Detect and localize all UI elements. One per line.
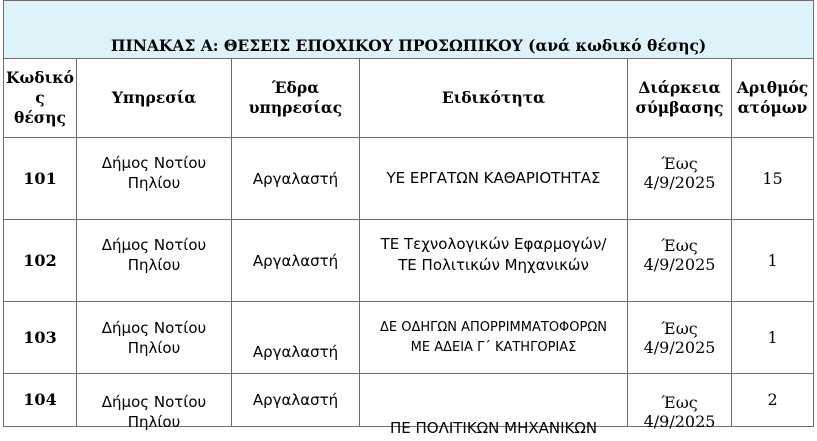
header-count	[732, 59, 814, 138]
service-line: Πηλίου	[127, 413, 181, 431]
location-cell: Αργαλαστή	[232, 220, 360, 302]
specialty-line: ΤΕ Πολιτικών Μηχανικών	[398, 255, 589, 274]
service-line: Δήμος Νοτίου	[101, 393, 207, 411]
duration-line: 4/9/2025	[643, 337, 716, 357]
service-line: Πηλίου	[127, 255, 181, 274]
specialty-line: ΔΕ ΟΔΗΓΩΝ ΑΠΟΡΡΙΜΜΑΤΟΦΟΡΩΝ	[379, 319, 608, 335]
header-location	[232, 59, 360, 138]
service-line: Δήμος Νοτίου	[101, 318, 207, 337]
position-code: 101	[4, 138, 77, 220]
duration-cell	[628, 220, 732, 302]
duration-line: Έως	[661, 393, 698, 412]
header-specialty: Ειδικότητα	[360, 59, 628, 138]
specialty-line: ΜΕ ΑΔΕΙΑ Γ΄ ΚΑΤΗΓΟΡΙΑΣ	[410, 339, 577, 355]
header-code	[4, 59, 77, 138]
count-cell: 15	[732, 138, 814, 220]
table-row	[4, 302, 814, 374]
table-header-row	[4, 59, 814, 138]
duration-cell	[628, 138, 732, 220]
duration-line: 4/9/2025	[643, 412, 716, 431]
header-duration-line: σύμβασης	[635, 98, 724, 117]
header-service: Υπηρεσία	[77, 59, 232, 138]
service-cell	[77, 138, 232, 220]
table-title: ΠΙΝΑΚΑΣ Α: ΘΕΣΕΙΣ ΕΠΟΧΙΚΟΥ ΠΡΟΣΩΠΙΚΟΥ (ανά κωδικό θέσης)	[4, 1, 814, 59]
count-cell: 2	[732, 373, 814, 426]
duration-cell	[628, 380, 732, 433]
service-line: Δήμος Νοτίου	[101, 235, 207, 254]
header-location-line: υπηρεσίας	[248, 98, 343, 117]
duration-line: Έως	[661, 318, 698, 338]
specialty-cell	[360, 302, 628, 374]
specialty-cell	[360, 220, 628, 302]
header-code-line: ς	[35, 88, 45, 107]
service-cell	[77, 220, 232, 302]
header-count-line: Αριθμός	[736, 78, 809, 97]
service-cell	[77, 302, 232, 374]
header-code-line: θέσης	[14, 108, 66, 127]
position-code: 102	[4, 220, 77, 302]
specialty-line: ΥΕ ΕΡΓΑΤΩΝ ΚΑΘΑΡΙΟΤΗΤΑΣ	[386, 169, 601, 187]
duration-cell	[628, 302, 732, 374]
header-duration-line: Διάρκεια	[638, 78, 721, 97]
header-code-line: Κωδικό	[6, 68, 75, 87]
duration-line: 4/9/2025	[643, 254, 716, 274]
position-code: 104	[4, 373, 77, 426]
header-count-line: ατόμων	[737, 98, 808, 117]
location-line: Αργαλαστή	[252, 342, 339, 361]
service-line: Πηλίου	[127, 173, 181, 192]
duration-line: 4/9/2025	[643, 172, 716, 192]
specialty-cell	[360, 388, 628, 441]
service-line: Δήμος Νοτίου	[101, 153, 207, 172]
service-cell	[77, 380, 232, 433]
positions-table	[3, 0, 814, 437]
specialty-line: ΠΕ ΠΟΛΙΤΙΚΩΝ ΜΗΧΑΝΙΚΩΝ	[389, 418, 598, 437]
table-row	[4, 374, 814, 427]
table-row	[4, 138, 814, 220]
table-row	[4, 220, 814, 302]
location-cell: Αργαλαστή	[232, 374, 360, 427]
header-duration	[628, 59, 732, 138]
position-code: 103	[4, 302, 77, 374]
service-line: Πηλίου	[127, 338, 181, 357]
specialty-cell	[360, 138, 628, 220]
table-title-row	[4, 1, 814, 59]
count-cell: 1	[732, 302, 814, 374]
duration-line: Έως	[661, 235, 698, 255]
duration-line: Έως	[661, 153, 698, 173]
header-location-line: Έδρα	[271, 78, 320, 97]
location-cell: Αργαλαστή	[232, 138, 360, 220]
location-cell	[232, 302, 360, 374]
count-cell: 1	[732, 220, 814, 302]
specialty-line: ΤΕ Τεχνολογικών Εφαρμογών/	[380, 234, 607, 253]
